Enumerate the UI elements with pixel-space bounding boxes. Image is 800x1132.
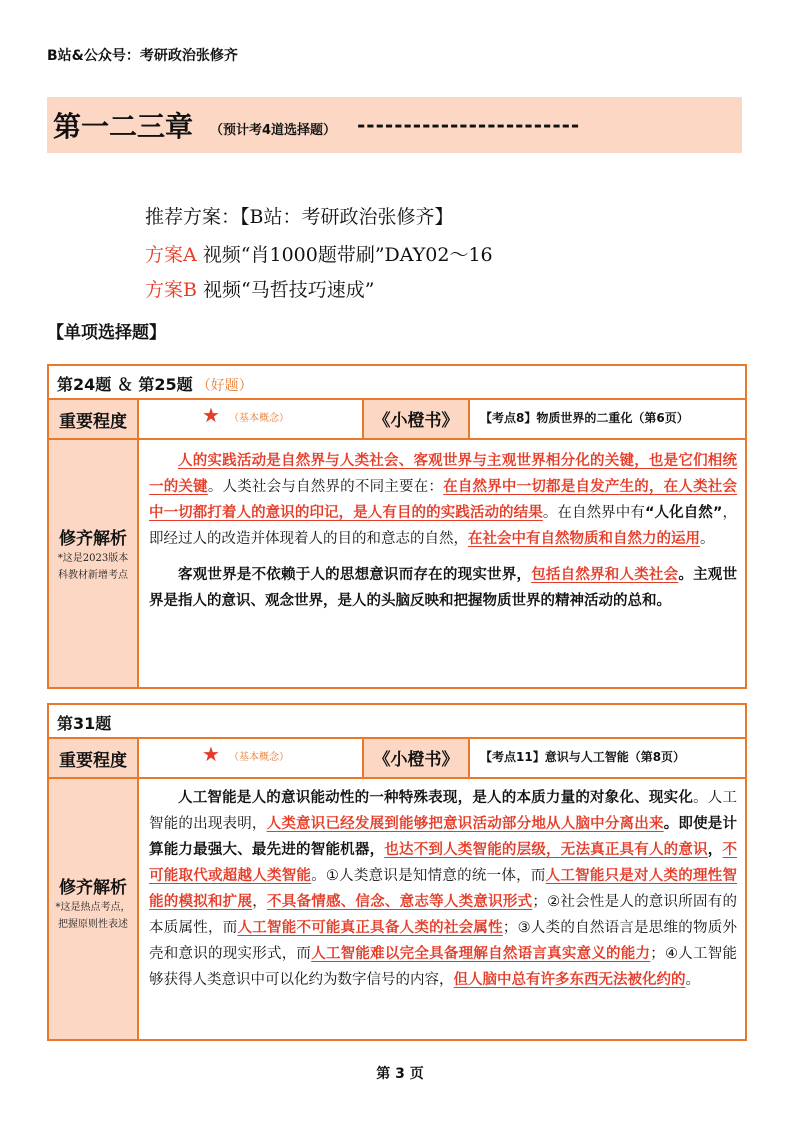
chapter-note: （预计考4道选择题）	[210, 123, 337, 138]
body-text-run: 。主观世界是指人的意识、观念世界，是人的头脑反映和把握物质世界的精神活动的总和。	[149, 567, 738, 609]
body-text-run: 。	[700, 531, 715, 547]
plan-a-text: 视频“肖1000题带刷”DAY02～16	[196, 244, 493, 266]
body-text-run: ；②社会性是人的意识所固有的本质属性，而	[149, 894, 738, 936]
importance-label: 重要程度	[59, 412, 127, 432]
highlighted-text: 也达不到人类智能的层级，无法真正具有人的意识	[384, 842, 708, 858]
body-text-run: “人化自然”	[644, 505, 723, 521]
body-text-run: 。人工智能的出现表明，	[149, 790, 738, 832]
highlighted-text: 但人脑中总有许多东西无法被化约的	[453, 972, 686, 988]
chapter-divider: ------------------------	[357, 113, 581, 137]
importance-label-cell	[49, 400, 139, 438]
book-label: 《小橙书》	[373, 411, 459, 431]
importance-row	[49, 400, 745, 440]
importance-value	[139, 739, 362, 777]
plan-b-label: 方案B	[145, 279, 197, 301]
body-text-run: 。在自然界中有	[542, 505, 645, 521]
question-block-24-25	[47, 364, 747, 689]
analysis-content	[139, 440, 745, 687]
analysis-paragraph	[149, 785, 737, 993]
analysis-label: 修齐解析	[59, 878, 127, 898]
question-block-31	[47, 703, 747, 1041]
analysis-label-cell	[49, 779, 139, 1039]
plan-b-text: 视频“马哲技巧速成”	[196, 279, 375, 301]
analysis-row	[49, 779, 745, 1039]
analysis-content	[139, 779, 745, 1039]
highlighted-text: 在自然界中一切都是自发产生的，在人类社会中一切都打着人的意识的印记，是人有目的的实践活动的结果	[149, 479, 738, 521]
highlighted-text: 人的实践活动是自然界与人类社会、客观世界与主观世界相分化的关键，也是它们相统一的关键	[149, 453, 737, 495]
analysis-label-cell	[49, 440, 139, 687]
star-icon: ★	[202, 742, 220, 766]
importance-note: （基本概念）	[229, 413, 289, 424]
recommend-line: 推荐方案：【B站：考研政治张修齐】	[145, 206, 454, 228]
question-title: 第24题 ＆ 第25题 （好题）	[57, 375, 253, 394]
analysis-note: *这是热点考点，把握原则性表述	[55, 902, 131, 930]
knowledge-point: 【考点8】物质世界的二重化（第6页）	[480, 411, 689, 425]
section-title: 【单项选择题】	[47, 323, 166, 343]
importance-label-cell	[49, 739, 139, 777]
body-text-run: ；④人工智能够获得人类意识中可以化约为数字信号的内容，	[149, 946, 738, 988]
importance-note: （基本概念）	[229, 752, 289, 763]
body-text-run: 。人类社会与自然界的不同主要在：	[207, 479, 444, 495]
body-text-run: ，	[252, 894, 267, 910]
question-tag: （好题）	[196, 378, 253, 394]
analysis-label: 修齐解析	[59, 529, 127, 549]
analysis-row	[49, 440, 745, 687]
importance-row	[49, 739, 745, 779]
highlighted-text: 人类意识已经发展到能够把意识活动部分地从人脑中分离出来	[266, 816, 664, 832]
knowledge-point: 【考点11】意识与人工智能（第8页）	[480, 750, 686, 764]
importance-label: 重要程度	[59, 751, 127, 771]
highlighted-text: 包括自然界和人类社会	[531, 567, 679, 583]
body-text-run: 。	[685, 972, 700, 988]
highlighted-text: 人工智能难以完全具备理解自然语言真实意义的能力	[311, 946, 651, 962]
star-icon: ★	[202, 403, 220, 427]
plan-a-label: 方案A	[145, 244, 197, 266]
knowledge-point-cell	[470, 400, 745, 438]
page-number: 第 3 页	[376, 1066, 424, 1082]
chapter-banner	[47, 97, 742, 153]
plan-b	[145, 275, 374, 302]
analysis-paragraph	[149, 448, 737, 552]
highlighted-text: 人工智能只是对人类的理性智能的模拟和扩展	[149, 868, 738, 910]
body-text-run: 。①人类意识是知情意的统一体，而	[311, 868, 546, 884]
book-label: 《小橙书》	[373, 750, 459, 770]
question-title: 第31题	[57, 714, 112, 733]
body-text-run: ；③人类的自然语言是思维的物质外壳和意识的现实形式，而	[149, 920, 738, 962]
importance-value	[139, 400, 362, 438]
body-text-run: 人工智能是人的意识能动性的一种特殊表现，是人的本质力量的对象化、现实化	[178, 790, 694, 806]
highlighted-text: 在社会中有自然物质和自然力的运用	[468, 531, 700, 547]
analysis-note: *这是2023版本科教材新增考点	[57, 553, 129, 581]
question-header	[49, 705, 745, 739]
plan-a	[145, 240, 493, 267]
body-text-run: ，即经过人的改造并体现着人的目的和意志的自然，	[149, 505, 738, 547]
chapter-title: 第一二三章	[53, 110, 194, 143]
analysis-paragraph	[149, 562, 737, 614]
book-cell	[362, 400, 470, 438]
question-header	[49, 366, 745, 400]
book-cell	[362, 739, 470, 777]
highlighted-text: 不可能取代或超越人类智能	[149, 842, 738, 884]
body-text-run: 客观世界是不依赖于人的思想意识而存在的现实世界，	[178, 567, 532, 583]
body-text-run: 。即使是计算能力最强大、最先进的智能机器，	[149, 816, 738, 858]
source-label: B站&公众号：考研政治张修齐	[47, 48, 238, 64]
highlighted-text: 人工智能不可能真正具备人类的社会属性	[237, 920, 503, 936]
highlighted-text: 不具备情感、信念、意志等人类意识形式	[266, 894, 533, 910]
knowledge-point-cell	[470, 739, 745, 777]
body-text-run: ，	[707, 842, 723, 858]
